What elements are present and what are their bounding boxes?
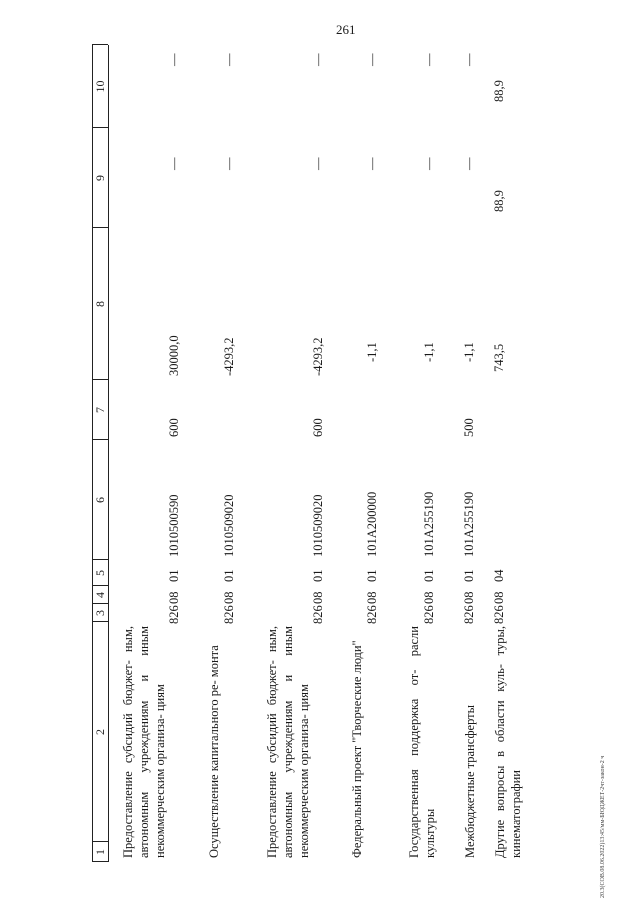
budget-table: [92, 45, 530, 862]
cell-c3: 826: [462, 605, 476, 624]
header-col-1: 1: [93, 849, 107, 855]
cell-c7: 500: [462, 418, 476, 437]
header-col-6: 6: [93, 497, 107, 503]
cell-c3: 826: [167, 605, 181, 624]
row-name: Государственная поддержка от- расли культуры: [407, 626, 438, 858]
header-col-8: 8: [93, 301, 107, 307]
cell-c7: 600: [311, 418, 325, 437]
cell-c5: 01: [365, 569, 379, 582]
cell-c9: 88,9: [492, 190, 506, 212]
cell-c9: —: [167, 157, 181, 170]
header-col-9: 9: [93, 175, 107, 181]
row-name: Осуществление капитального ре- монта: [207, 645, 221, 858]
cell-c3: 826: [222, 605, 236, 624]
header-col-7: 7: [93, 407, 107, 413]
header-col-4: 4: [93, 592, 107, 598]
cell-c8: -4293,2: [311, 337, 325, 376]
cell-c4: 08: [222, 591, 236, 604]
cell-c5: 01: [311, 569, 325, 582]
header-bottom-border: [108, 45, 109, 862]
cell-c8: -1,1: [422, 342, 436, 362]
cell-c10: —: [222, 53, 236, 66]
row-name: Межбюджетные трансферты: [463, 704, 477, 858]
row-name: Федеральный проект "Творческие люди": [350, 640, 364, 858]
header-col-10: 10: [93, 80, 107, 93]
cell-c9: —: [462, 157, 476, 170]
cell-c9: —: [311, 157, 325, 170]
cell-c6: 101A200000: [365, 491, 379, 557]
cell-c5: 01: [422, 569, 436, 582]
cell-c10: —: [311, 53, 325, 66]
cell-c5: 04: [492, 569, 506, 582]
cell-c9: —: [422, 157, 436, 170]
row-name: Другие вопросы в области куль- туры, кинематографии: [493, 626, 524, 858]
header-col-5: 5: [93, 570, 107, 576]
cell-c4: 08: [365, 591, 379, 604]
cell-c8: -1,1: [365, 342, 379, 362]
header-col-3: 3: [93, 610, 107, 616]
cell-c8: -1,1: [462, 342, 476, 362]
cell-c10: —: [422, 53, 436, 66]
cell-c8: 743,5: [492, 343, 506, 372]
cell-c8: 30000,0: [167, 335, 181, 376]
cell-c6: 1010500590: [167, 494, 181, 557]
row-name: Предоставление субсидий бюджет- ным, автономным учреждениям и иным некоммерческим организа- циям: [121, 626, 168, 858]
cell-c4: 08: [311, 591, 325, 604]
cell-c8: -4293,2: [222, 337, 236, 376]
cell-c3: 826: [311, 605, 325, 624]
cell-c3: 826: [365, 605, 379, 624]
cell-c10: 88,9: [492, 80, 506, 102]
cell-c5: 01: [167, 569, 181, 582]
cell-c4: 08: [167, 591, 181, 604]
cell-c6: 1010509020: [222, 494, 236, 557]
cell-c10: —: [365, 53, 379, 66]
document-side-note: 20.3(СОВ.08.06.2022)13:45/мм-БЮДЖЕТ-2чт-закон-2 ч: [600, 755, 606, 898]
row-name: Предоставление субсидий бюджет- ным, автономным учреждениям и иным некоммерческим организа- циям: [265, 626, 312, 858]
header-col-2: 2: [93, 729, 107, 735]
cell-c4: 08: [492, 591, 506, 604]
cell-c6: 101A255190: [422, 491, 436, 557]
cell-c3: 826: [492, 605, 506, 624]
cell-c9: —: [365, 157, 379, 170]
cell-c4: 08: [422, 591, 436, 604]
cell-c6: 1010509020: [311, 494, 325, 557]
cell-c5: 01: [462, 569, 476, 582]
cell-c7: 600: [167, 418, 181, 437]
cell-c10: —: [167, 53, 181, 66]
cell-c4: 08: [462, 591, 476, 604]
cell-c3: 826: [422, 605, 436, 624]
page-number: 261: [336, 22, 356, 37]
cell-c9: —: [222, 157, 236, 170]
cell-c6: 101A255190: [462, 491, 476, 557]
cell-c10: —: [462, 53, 476, 66]
cell-c5: 01: [222, 569, 236, 582]
